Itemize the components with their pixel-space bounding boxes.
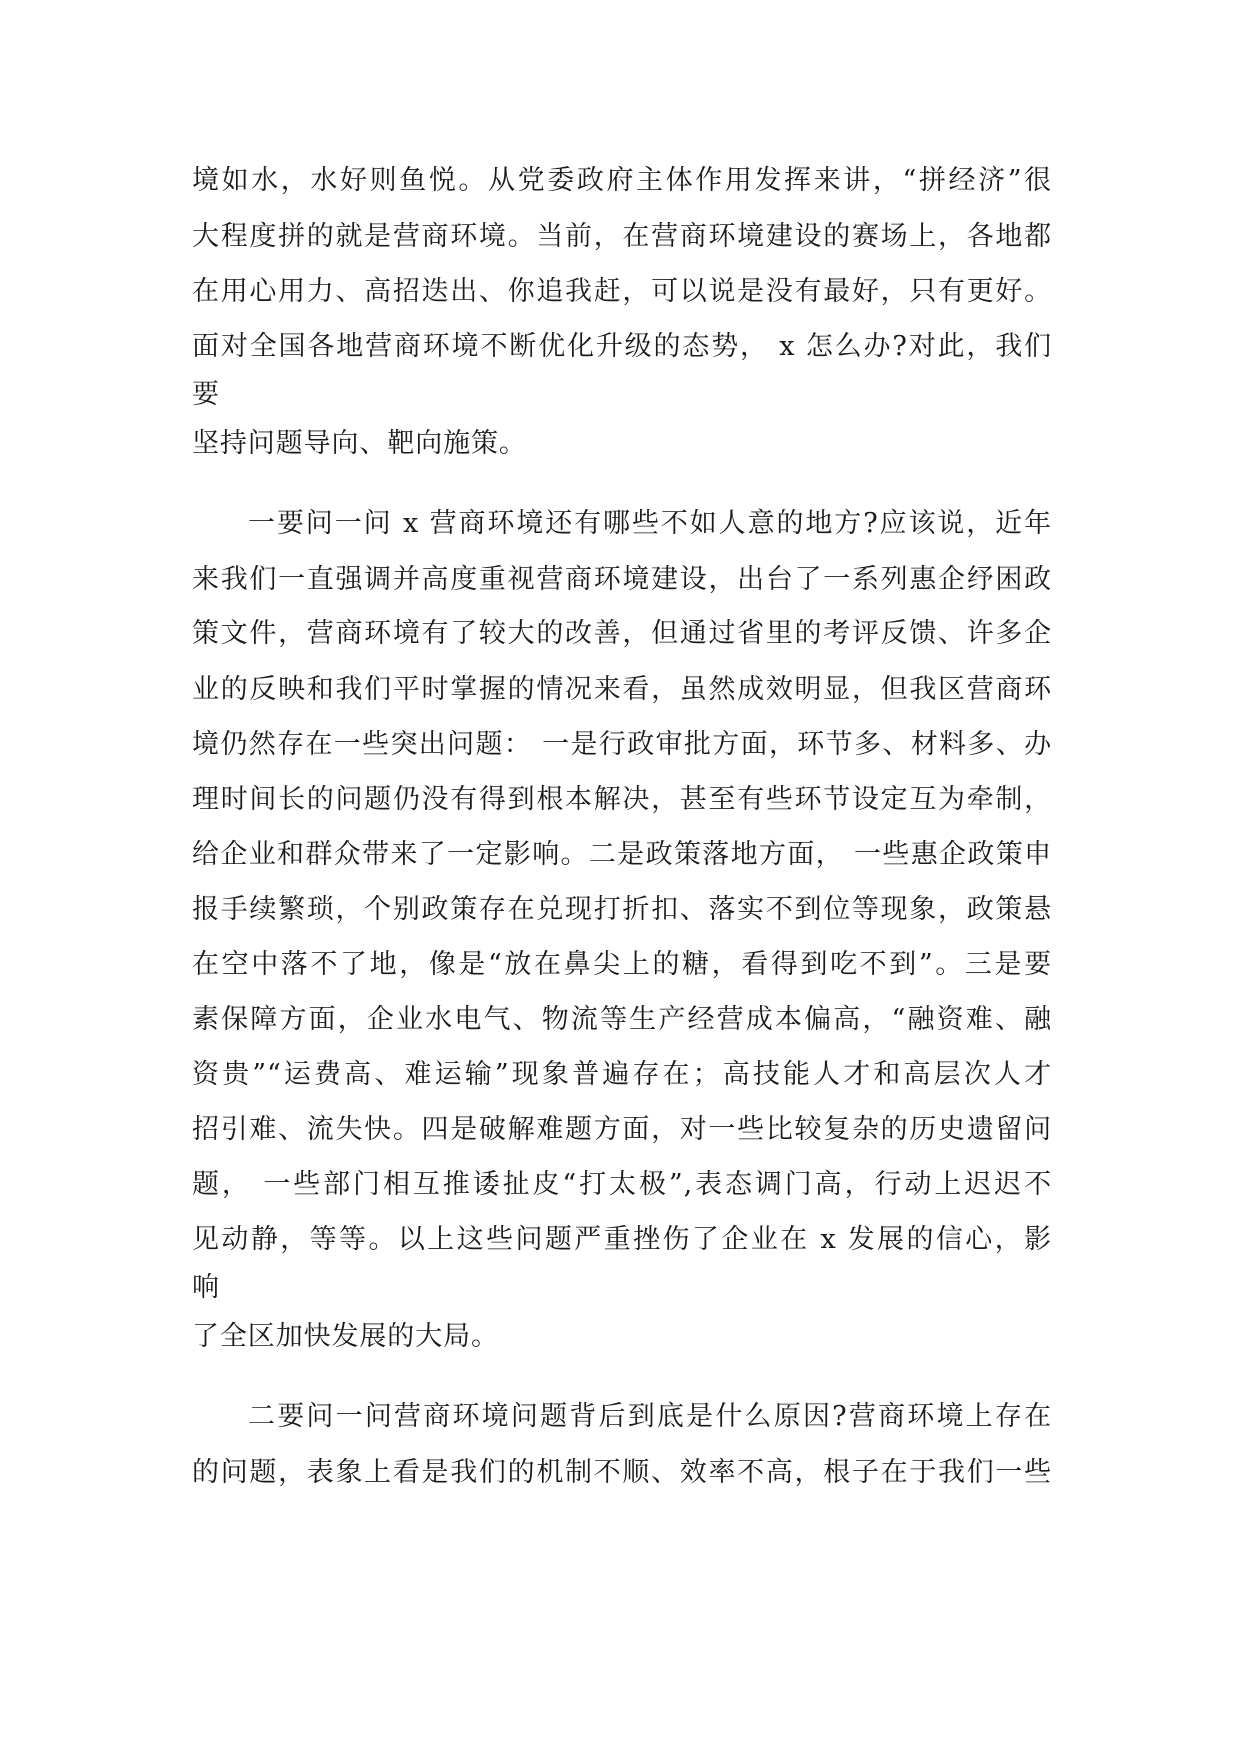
- text-line: 大程度拼的就是营商环境。当前，在营商环境建设的赛场上，各地都: [192, 221, 1052, 252]
- paragraph-first-line: 二要问一问营商环境问题背后到底是什么原因?营商环境上存在: [248, 1401, 1052, 1432]
- text-line: 了全区加快发展的大局。: [192, 1321, 499, 1352]
- text-line: 的问题，表象上看是我们的机制不顺、效率不高，根子在于我们一些: [192, 1457, 1052, 1488]
- text-line: 招引难、流失快。四是破解难题方面，对一些比较复杂的历史遗留问: [192, 1114, 1052, 1145]
- text-line: 素保障方面，企业水电气、物流等生产经营成本偏高，“融资难、融: [192, 1004, 1052, 1035]
- text-line: 响: [192, 1272, 220, 1303]
- text-line: 在空中落不了地，像是“放在鼻尖上的糖，看得到吃不到”。三是要: [192, 949, 1052, 980]
- text-line: 要: [192, 379, 220, 410]
- text-line: 理时间长的问题仍没有得到根本解决，甚至有些环节设定互为牵制，: [192, 784, 1052, 815]
- text-line: 面对全国各地营商环境不断优化升级的态势， x 怎么办?对此，我们: [192, 331, 1052, 362]
- text-line: 境如水，水好则鱼悦。从党委政府主体作用发挥来讲，“拼经济”很: [192, 165, 1052, 196]
- text-line: 报手续繁琐，个别政策存在兑现打折扣、落实不到位等现象，政策悬: [192, 894, 1052, 925]
- text-line: 题， 一些部门相互推诿扯皮“打太极”,表态调门高，行动上迟迟不: [192, 1169, 1052, 1200]
- text-line: 在用心用力、高招迭出、你追我赶，可以说是没有最好，只有更好。: [192, 276, 1052, 307]
- text-line: 来我们一直强调并高度重视营商环境建设，出台了一系列惠企纾困政: [192, 564, 1052, 595]
- paragraph-first-line: 一要问一问 x 营商环境还有哪些不如人意的地方?应该说，近年: [248, 508, 1052, 539]
- text-line: 策文件，营商环境有了较大的改善，但通过省里的考评反馈、许多企: [192, 618, 1052, 649]
- text-line: 境仍然存在一些突出问题： 一是行政审批方面，环节多、材料多、办: [192, 729, 1052, 760]
- text-line: 资贵”“运费高、难运输”现象普遍存在；高技能人才和高层次人才: [192, 1059, 1052, 1090]
- text-line: 坚持问题导向、靶向施策。: [192, 428, 527, 459]
- text-line: 给企业和群众带来了一定影响。二是政策落地方面， 一些惠企政策申: [192, 839, 1052, 870]
- text-line: 见动静，等等。以上这些问题严重挫伤了企业在 x 发展的信心，影: [192, 1224, 1052, 1255]
- text-line: 业的反映和我们平时掌握的情况来看，虽然成效明显，但我区营商环: [192, 674, 1052, 705]
